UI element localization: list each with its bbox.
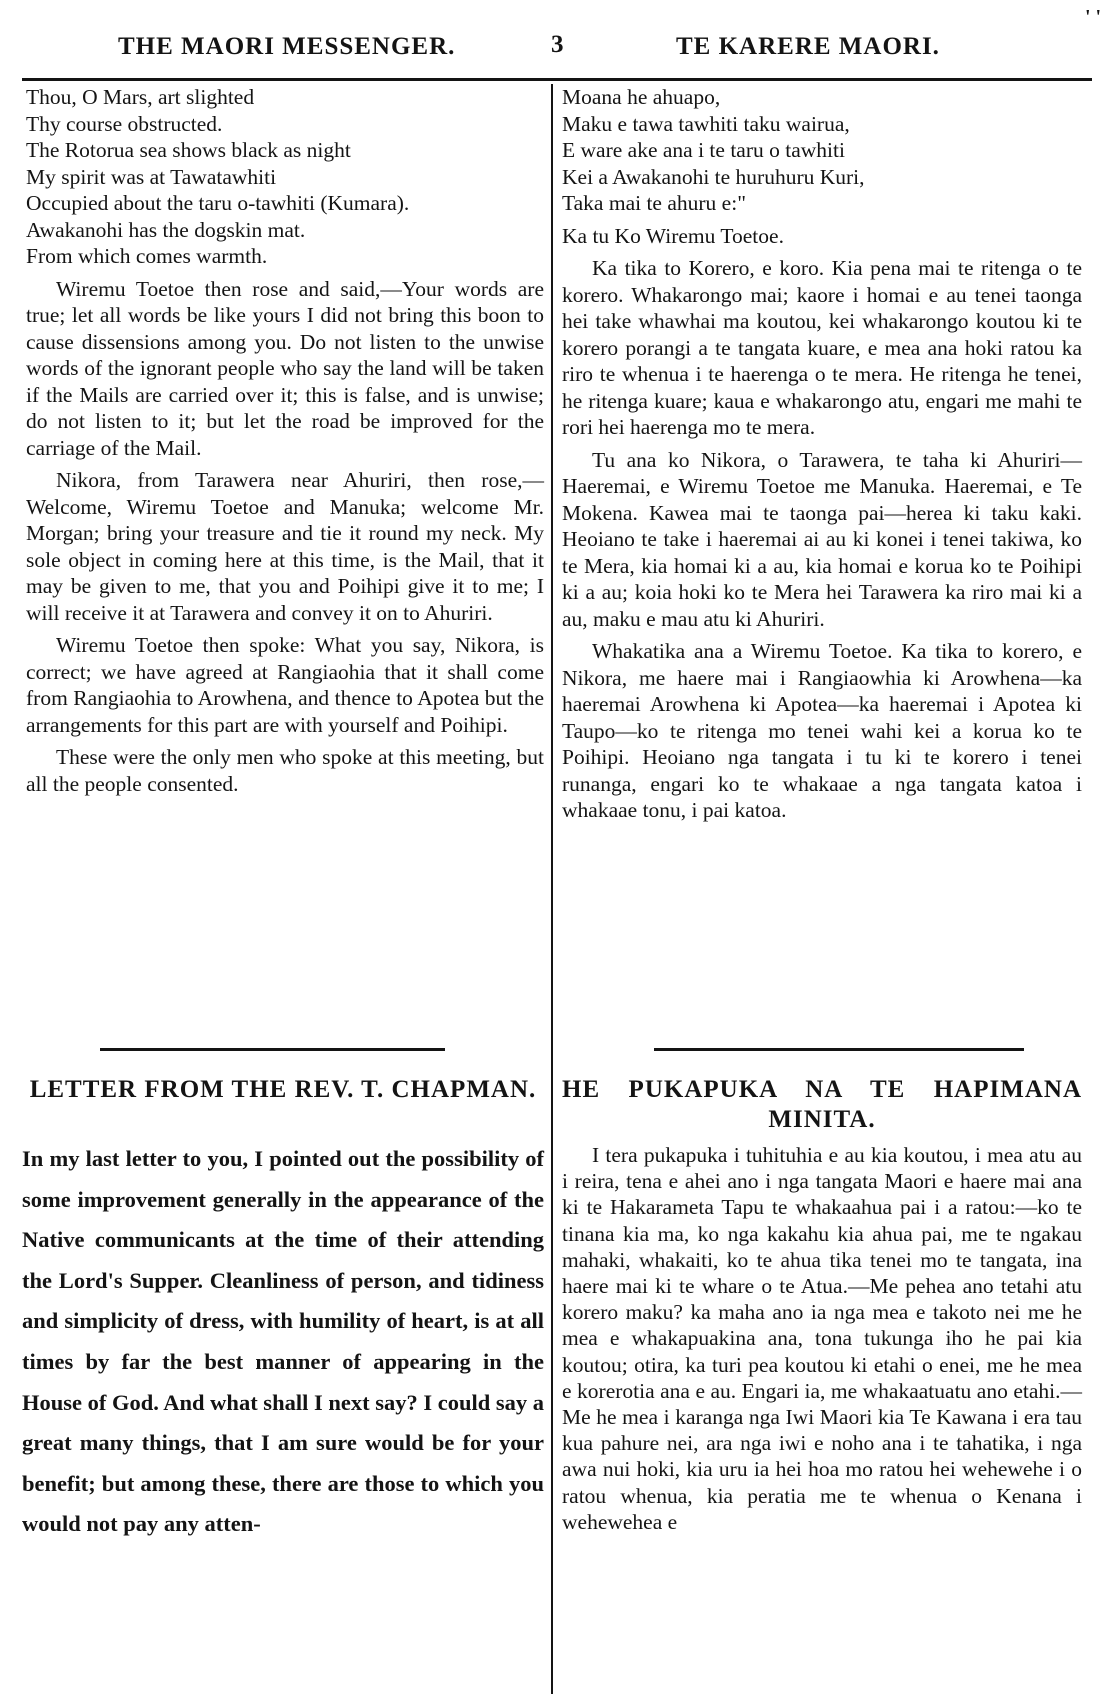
- letter-text: my last letter to you, I pointed out the possibility of some improvement generally in the appearance of the Native communicants at the time of their attending the Lord's Supper. Cleanliness of person, and tidiness and simplicity of dress, with humility of heart, is at all times by far the best manner of appearing in the House of God. And what shall I next say? I could say a great many things, that I am sure would be for your benefit; but among these, there are those to which you would not pay any atten-: [22, 1146, 545, 1537]
- english-poem: [26, 84, 544, 270]
- poem-line: Occupied about the taru o-tawhiti (Kumara).: [26, 191, 410, 215]
- poem-line: My spirit was at Tawatawhiti: [26, 164, 277, 189]
- poem-line: Awakanohi has the dogskin mat.: [26, 217, 306, 242]
- letter-dropcap: In: [22, 1146, 44, 1171]
- poem-line: E ware ake ana i te taru o tawhiti: [562, 138, 845, 162]
- poem-line: Kei a Awakanohi te huruhuru Kuri,: [562, 164, 865, 189]
- maori-poem: [562, 84, 1082, 217]
- paragraph-closing: These were the only men who spoke at this meeting, but all the people consented.: [26, 745, 544, 796]
- maori-letter-title: HE PUKAPUKA NA TE HAPIMANA MINITA.: [562, 1076, 1082, 1133]
- left-column: [26, 84, 544, 797]
- poem-line: From which comes warmth.: [26, 244, 268, 268]
- corner-mark: ' ': [1085, 6, 1102, 28]
- maori-letter-body: [562, 1142, 1082, 1535]
- speaker-heading: Ka tu Ko Wiremu Toetoe.: [562, 223, 784, 248]
- section-rule-left: [100, 1048, 445, 1051]
- column-divider: [551, 84, 553, 1694]
- maori-paragraph: Ka tika to Korero, e koro. Kia pena mai te ritenga o te korero. Whakarongo mai; kaore i homai e au tenei taonga hei take whawhai ma koutou, kei whakarongo koutou ki te korero porangi a te tangata kuare, e mea ana hoki ratou ka riro te whenua i te haerenga o te mera. He ritenga he tenei, he ritenga kuare; kaua e whakarongo atu, engari me mahi te rori hei haerenga mo te mera.: [562, 256, 1082, 439]
- page-header: [0, 0, 1114, 84]
- maori-paragraph: Tu ana ko Nikora, o Tarawera, te taha ki Ahuriri—Haeremai, e Wiremu Toetoe me Manuka. Haeremai, e Te Mokena. Kawea mai te taonga pai—herea ki taku kaki. Heoiano te take i haeremai ai au ki konei i tenei takiwa, ko te Mera, kia homai ki a au, kia homai e korua ko te Poihipi ki a au; koia hoki ko te Mera hei Tarawera ka riro mai ki a au, maku e mau atu ki Ahuriri.: [562, 447, 1082, 631]
- maori-paragraph: Whakatika ana a Wiremu Toetoe. Ka tika to korero, e Nikora, me haere mai i Rangiaowhia ki Arowhena—ka haeremai Arowhena ki Apotea—ka haeremai i Apotea ki Taupo—ko te ritenga mo tenei wahi kei a korua ko te Poihipi. Heoiano nga tangata i tu ki te korero i tenei runanga, engari ko te whakaae a nga tangata katoa i whakaae tonu, i pai katoa.: [562, 639, 1082, 822]
- poem-line: The Rotorua sea shows black as night: [26, 138, 351, 162]
- header-maori-title: TE KARERE MAORI.: [676, 33, 940, 60]
- poem-line: Taka mai te ahuru e:": [562, 191, 746, 215]
- letter-body: [22, 1139, 544, 1545]
- paragraph-nikora-speech: Nikora, from Tarawera near Ahuriri, then rose,—Welcome, Wiremu Toetoe and Manuka; welcome Mr. Morgan; bring your treasure and tie it round my neck. My sole object in coming here at this time, is the Mail, that it may be given to me, that you and Poihipi give it to me; I will receive it at Tarawera and convey it on to Ahuriri.: [26, 468, 544, 625]
- paragraph-toetoe-reply: Wiremu Toetoe then spoke: What you say, Nikora, is correct; we have agreed at Rangiaohia that it shall come from Rangiaohia to Arowhena, and thence to Apotea but the arrangements for this part are with yourself and Poihipi.: [26, 633, 544, 737]
- poem-line: Moana he ahuapo,: [562, 85, 721, 109]
- poem-line: Thou, O Mars, art slighted: [26, 85, 255, 109]
- poem-line: Thy course obstructed.: [26, 111, 223, 136]
- section-rule-right: [654, 1048, 1024, 1051]
- poem-line: Maku e tawa tawhiti taku wairua,: [562, 111, 850, 136]
- page-number: 3: [551, 31, 564, 58]
- header-rule: [22, 78, 1092, 81]
- maori-letter-text: I tera pukapuka i tuhituhia e au kia koutou, i mea atu au i reira, tena e ahei ano i nga tangata Maori e haere mai ana ki te Hakarameta Tapu te whakaahua pai i a ratou:—ko te tinana kia ma, ko nga kakahu kia ahua pai, me te ngakau mahaki, whakaiti, ko te ahua tika tenei mo te tangata, ina haere mai ki te whare o te Atua.—Me pehea ano tetahi atu korero maku? ka maha ano ia nga mea e takoto nei me he mea e whakapuakina ana, tona tukunga iho he pai kia koutou; otira, ka turi pea koutou ki etahi o enei, me he mea e korerotia ana e au. Engari ia, me whakaatuatu ano etahi.—Me he mea i karanga nga Iwi Maori kia Te Kawana i era tau kua pahure nei, ara nga iwi e noho ana i te tahatika, i nga awa nui hoki, kia uru ia hei hoa mo ratou hei wehewehe i o ratou whenua, kia peratia me te whenua o Kenana i wehewehea e: [562, 1143, 1082, 1534]
- letter-title: LETTER FROM THE REV. T. CHAPMAN.: [29, 1076, 537, 1103]
- paragraph-toetoe-speech: Wiremu Toetoe then rose and said,—Your words are true; let all words be like yours I did not bring this boon to cause dissensions among you. Do not listen to the unwise words of the ignorant people who say the land will be taken if the Mails are carried over it; this is false, and is unwise; do not listen to it; but let the road be improved for the carriage of the Mail.: [26, 276, 544, 460]
- header-english-title: THE MAORI MESSENGER.: [118, 33, 456, 60]
- right-column: [562, 84, 1082, 824]
